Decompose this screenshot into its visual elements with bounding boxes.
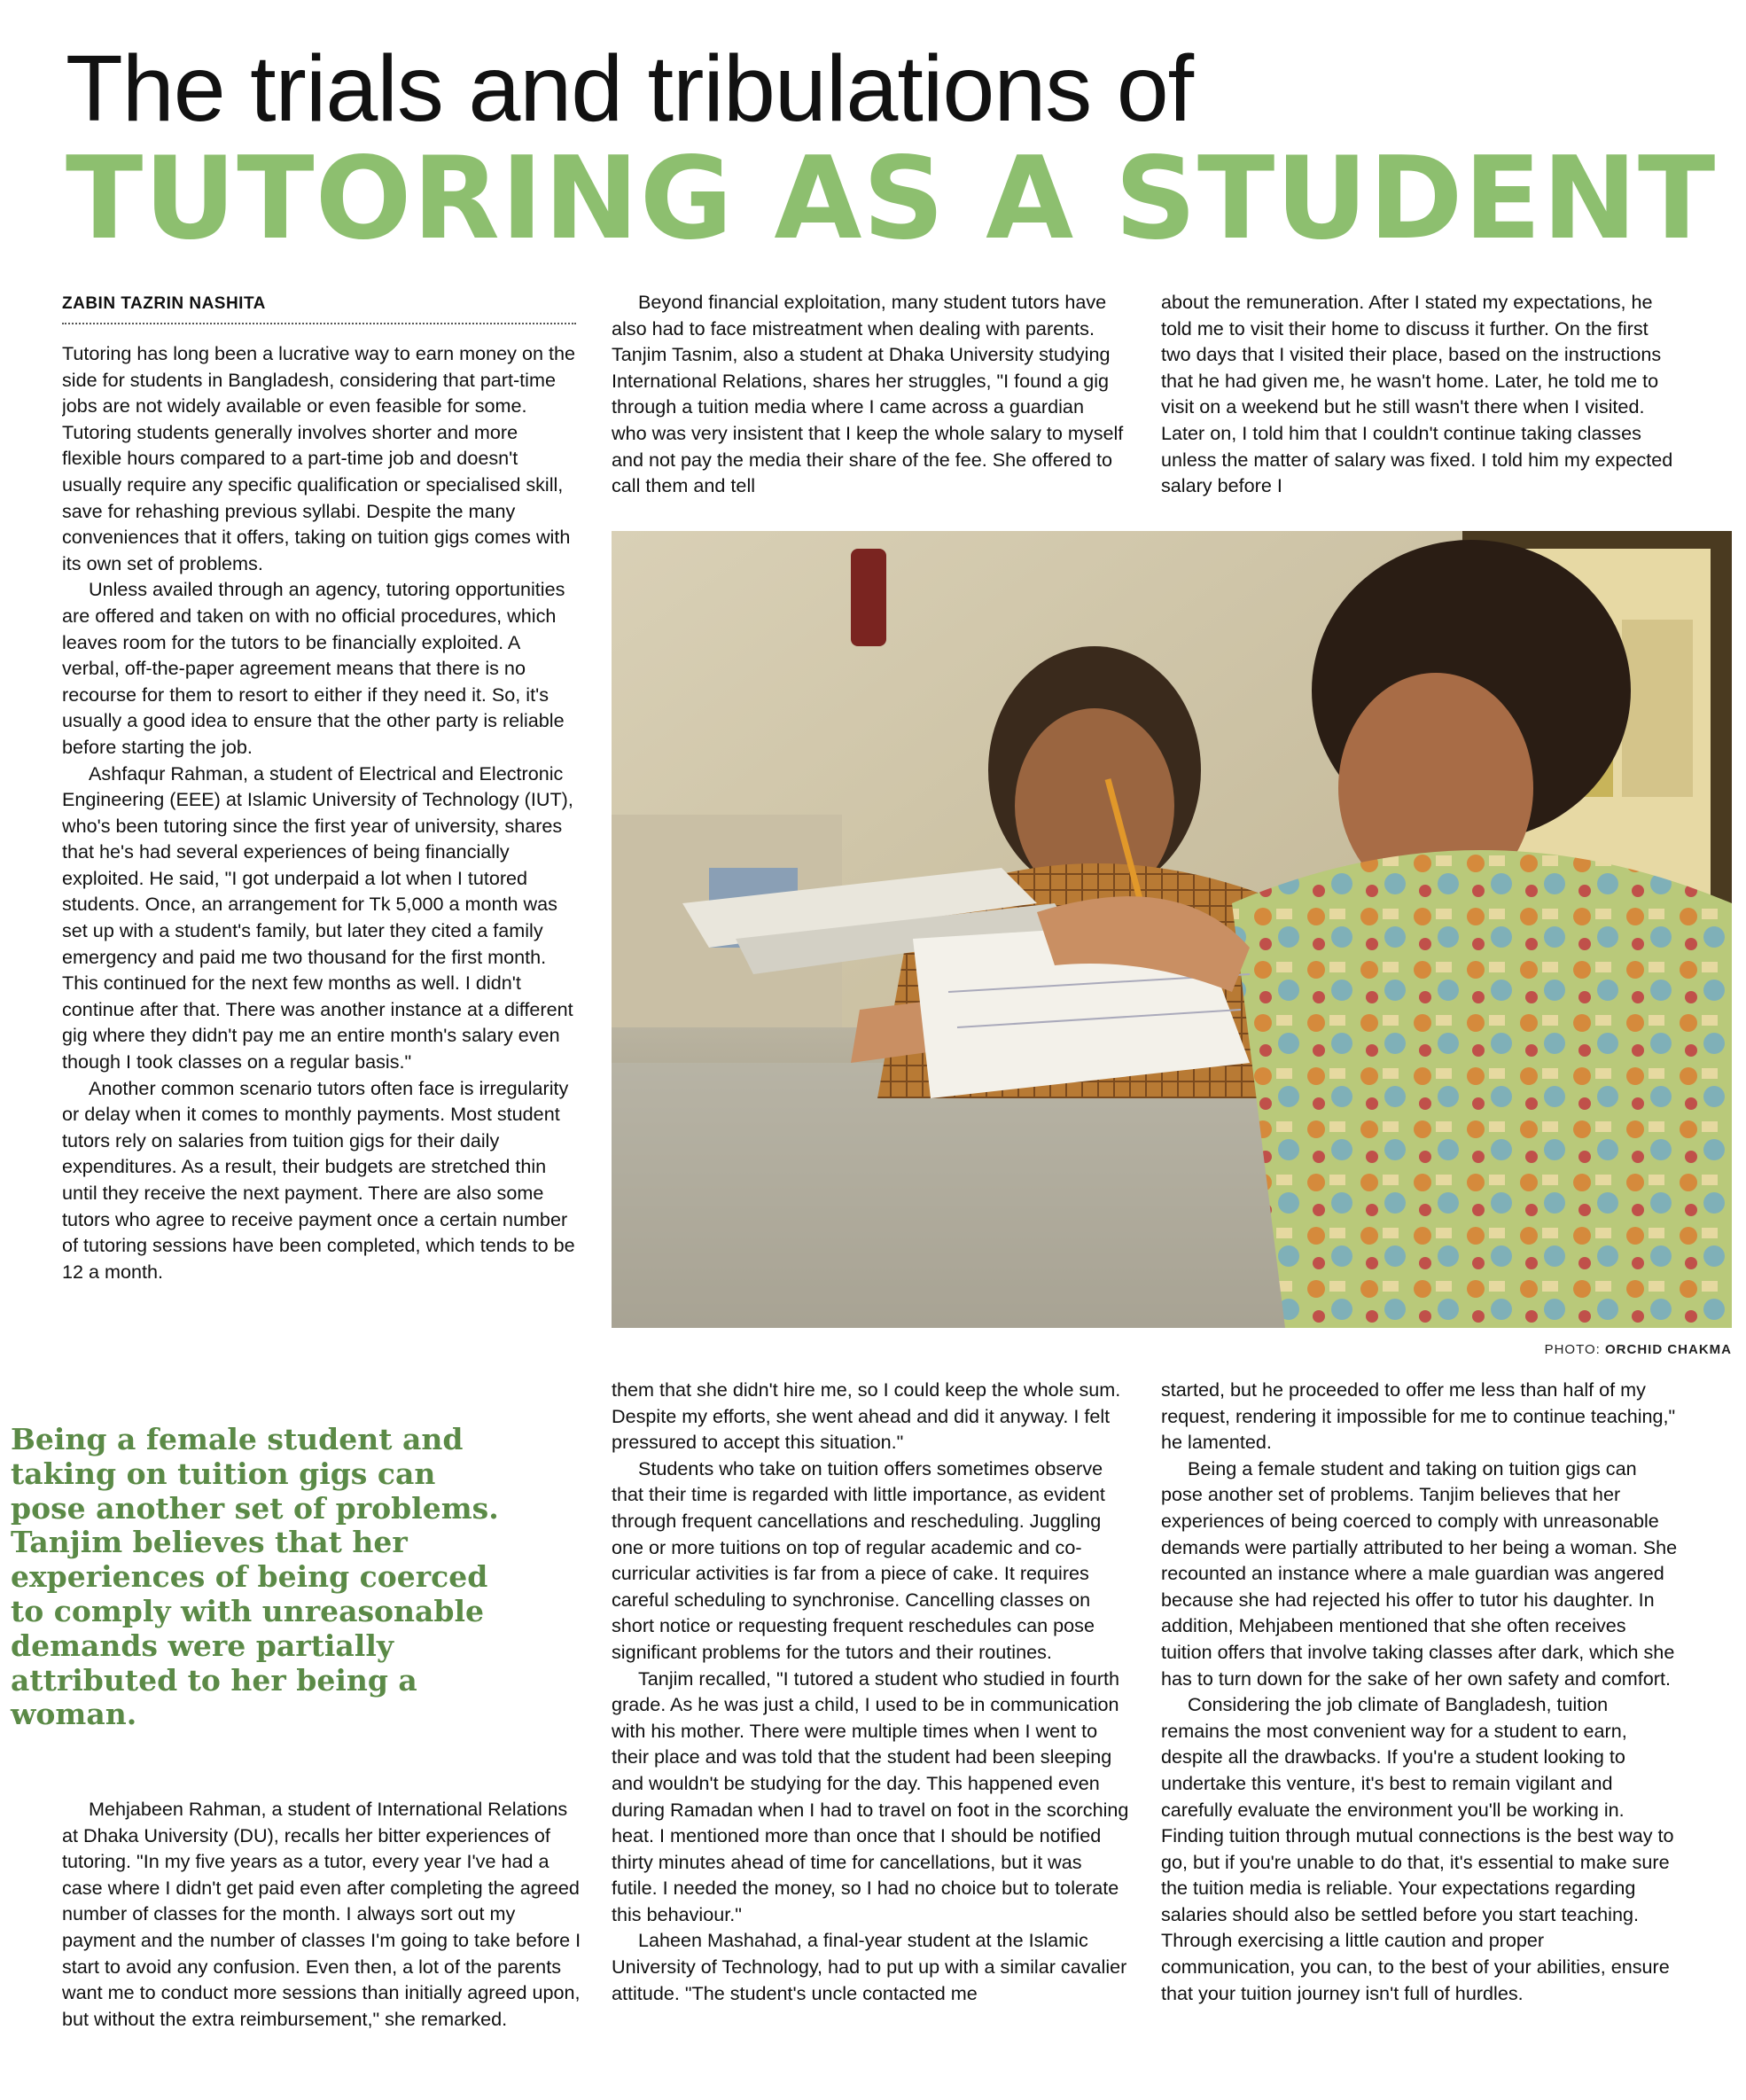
paragraph: Laheen Mashahad, a final-year student at the Islamic University of Technology, had to put up with a similar cavalier attitude. "The student's uncle contacted me — [612, 1929, 1127, 2004]
paragraph: Students who take on tuition offers sometimes observe that their time is regarded with little importance, as evident through frequent cancellations and rescheduling. Juggling one or more tuitions on top of regular academic and co-curricular activities is far from a piece of cake. It requires careful scheduling to synchronise. Cancelling classes on short notice or requesting frequent reschedules can pose significant problems for the tutors and their routines. — [612, 1456, 1105, 1663]
paragraph: Mehjabeen Rahman, a student of International Relations at Dhaka University (DU), recalls her bitter experiences of tutoring. "In my five years as a tutor, every year I've had a case where I didn't get paid even after completing the agreed number of classes for the month. I always sort out my payment and the number of classes I'm going to take before I start to avoid any confusion. Even then, a lot of the parents want me to conduct more sessions than initially agreed upon, but without the extra reimbursement," she remarked. — [62, 1798, 581, 2030]
article-column-2 — [612, 289, 1124, 509]
paragraph: Tanjim recalled, "I tutored a student who studied in fourth grade. As he was just a child, I used to be in communication with his mother. There were multiple times when I went to their place and was told that the student had been sleeping and wouldn't be studying for the day. This happened even during Ramadan when I had to travel on foot in the scorching heat. I mentioned more than once that I should be notified thirty minutes ahead of time for cancellations, but it was futile. I needed the money, so I had no choice but to tolerate this behaviour." — [612, 1667, 1129, 1925]
photo-credit-label: PHOTO: — [1544, 1342, 1601, 1357]
paragraph: started, but he proceeded to offer me less than half of my request, rendering it impossible for me to continue teaching," he lamented. — [1161, 1378, 1676, 1454]
photo-credit-name: ORCHID CHAKMA — [1605, 1342, 1732, 1357]
paragraph: about the remuneration. After I stated my expectations, he told me to visit their home to discuss it further. On the first two days that I visited their place, based on the instructions that he had given me, he wasn't home. Later, he told me to visit on a weekend but he still wasn't there when I visited. Later on, I told him that I couldn't continue taking classes unless the matter of salary was fixed. I told him my expected salary before I — [1161, 291, 1673, 497]
article-column-6 — [62, 1796, 583, 2071]
article-column-1 — [62, 340, 580, 1374]
paragraph: Unless availed through an agency, tutoring opportunities are offered and taken on with no official procedures, which leaves room for the tutors to be financially exploited. A verbal, off-the-paper agreement means that there is no recourse for them to resort to either if they need it. So, it's usually a good idea to ensure that the other party is reliable before starting the job. — [62, 578, 565, 758]
paragraph: Another common scenario tutors often face is irregularity or delay when it comes to monthly payments. Most student tutors rely on salaries from tuition gigs for their daily expenditures. As a result, their budgets are stretched thin until they receive the next payment. There are also some tutors who agree to receive payment once a certain number of tutoring sessions have been completed, which tends to be 12 a month. — [62, 1076, 575, 1283]
paragraph: them that she didn't hire me, so I could keep the whole sum. Despite my efforts, she went ahead and did it anyway. I felt pressured to accept this situation." — [612, 1378, 1121, 1454]
headline-line-1: The trials and tribulations of — [66, 36, 1194, 141]
article-photo — [612, 531, 1732, 1328]
paragraph: Considering the job climate of Bangladesh, tuition remains the most convenient way for a student to earn, despite all the drawbacks. If you're a student looking to undertake this venture, it's best to remain vigilant and carefully evaluate the environment you'll be working in. Finding tuition through mutual connections is the best way to go, but if you're unable to do that, it's essential to make sure the tuition media is reliable. Your expectations regarding salaries should also be settled before you start teaching. Through exercising a little caution and proper communication, you can, to the best of your abilities, ensure that your tuition journey isn't full of hurdles. — [1161, 1693, 1674, 2004]
paragraph: Ashfaqur Rahman, a student of Electrical and Electronic Engineering (EEE) at Islamic University of Technology (IUT), who's been tutoring since the first year of university, shares that he's had several experiences of being financially exploited. He said, "I got underpaid a lot when I tutored students. Once, an arrangement for Tk 5,000 a month was set up with a student's family, but later they cited a family emergency and paid me two thousand for the first month. This continued for the next few months as well. I didn't continue after that. There was another instance at a different gig where they didn't pay me an entire month's salary even though I took classes on a regular basis." — [62, 761, 573, 1073]
article-column-4 — [612, 1377, 1131, 2068]
paragraph: Being a female student and taking on tuition gigs can pose another set of problems. Tanjim believes that her experiences of being coerced to comply with unreasonable demands were partially attributed to her being a woman. She recounted an instance where a male guardian was angered because she had rejected his offer to tutor his daughter. In addition, Mehjabeen mentioned that she often receives tuition offers that involve taking classes after dark, which she has to turn down for the sake of her own safety and comfort. — [1161, 1456, 1678, 1690]
photo-credit — [1545, 1342, 1732, 1357]
pull-quote: Being a female student and taking on tuition gigs can pose another set of problems. Tanjim believes that her experiences of being coerced to comply with unreasonable demands were partially attributed to her being a woman. — [11, 1422, 499, 1732]
paragraph: Tutoring has long been a lucrative way to earn money on the side for students in Bangladesh, considering that part-time jobs are not widely available or even feasible for some. Tutoring students generally involves shorter and more flexible hours compared to a part-time job and doesn't usually require any specific qualification or specialised skill, save for rehashing previous syllabi. Despite the many conveniences that it offers, taking on tuition gigs comes with its own set of problems. — [62, 342, 575, 574]
headline-line-2: TUTORING AS A STUDENT — [66, 133, 1717, 265]
article-column-3 — [1161, 289, 1675, 509]
byline: ZABIN TAZRIN NASHITA — [62, 294, 576, 324]
paragraph: Beyond financial exploitation, many student tutors have also had to face mistreatment when dealing with parents. Tanjim Tasnim, also a student at Dhaka University studying International Relations, shares her struggles, "I found a gig through a tuition media where I came across a guardian who was very insistent that I keep the whole salary to myself and not pay the media their share of the fee. She offered to call them and tell — [612, 291, 1124, 497]
article-column-5 — [1161, 1377, 1680, 2068]
